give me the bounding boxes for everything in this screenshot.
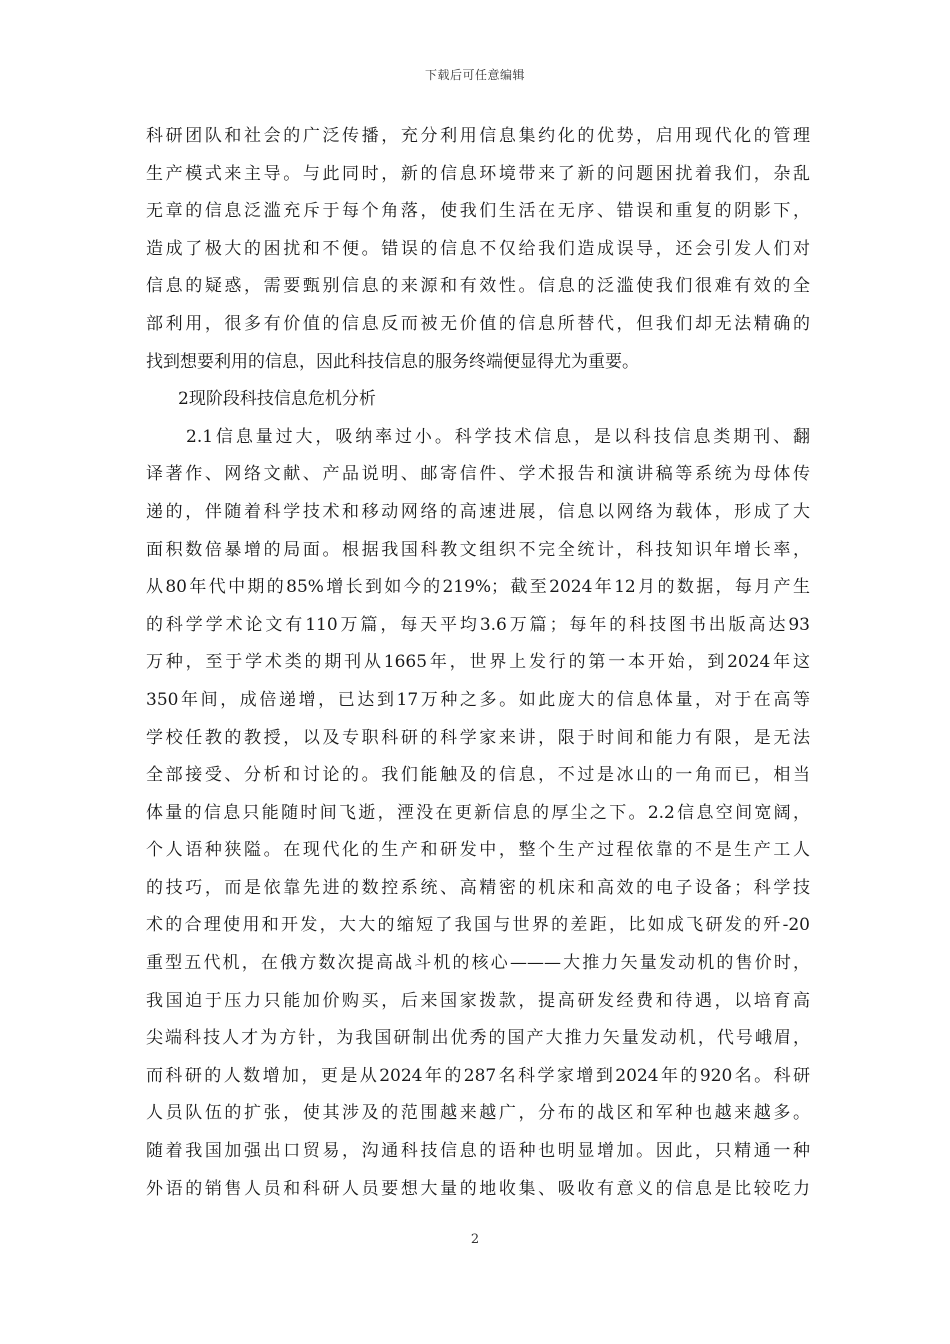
text-line: 找到想要利用的信息，因此科技信息的服务终端便显得尤为重要。 xyxy=(146,351,639,372)
text-line: 尖端科技人才为方针，为我国研制出优秀的国产大推力矢量发动机，代号峨眉， xyxy=(146,1028,810,1049)
document-body xyxy=(146,118,810,1208)
text-line: 译著作、网络文献、产品说明、邮寄信件、学术报告和演讲稿等系统为母体传 xyxy=(146,464,810,485)
text-line: 我国迫于压力只能加价购买，后来国家拨款，提高研发经费和待遇，以培育高 xyxy=(146,990,810,1011)
section-heading: 2现阶段科技信息危机分析 xyxy=(178,389,376,410)
text-line: 信息的疑惑，需要甄别信息的来源和有效性。信息的泛滥使我们很难有效的全 xyxy=(146,276,810,297)
text-line: 人员队伍的扩张，使其涉及的范围越来越广，分布的战区和军种也越来越多。 xyxy=(146,1103,810,1124)
text-line: 从80年代中期的85%增长到如今的219%；截至2024年12月的数据，每月产生 xyxy=(146,577,810,598)
text-line: 外语的销售人员和科研人员要想大量的地收集、吸收有意义的信息是比较吃力 xyxy=(146,1178,810,1199)
text-line: 2.1信息量过大，吸纳率过小。科学技术信息，是以科技信息类期刊、翻 xyxy=(186,426,810,447)
text-line: 万种，至于学术类的期刊从1665年，世界上发行的第一本开始，到2024年这 xyxy=(146,652,810,673)
paragraph-1 xyxy=(146,118,810,381)
page-header: 下载后可任意编辑 xyxy=(424,68,525,82)
text-line: 随着我国加强出口贸易，沟通科技信息的语种也明显增加。因此，只精通一种 xyxy=(146,1141,810,1162)
text-line: 350年间，成倍递增，已达到17万种之多。如此庞大的信息体量，对于在高等 xyxy=(146,689,810,710)
text-line: 而科研的人数增加，更是从2024年的287名科学家增到2024年的920名。科研 xyxy=(146,1065,810,1086)
text-line: 科研团队和社会的广泛传播，充分利用信息集约化的优势，启用现代化的管理 xyxy=(146,126,810,146)
text-line: 的科学学术论文有110万篇，每天平均3.6万篇；每年的科技图书出版高达93 xyxy=(146,614,810,635)
text-line: 递的，伴随着科学技术和移动网络的高速进展，信息以网络为载体，形成了大 xyxy=(146,501,810,522)
text-line: 面积数倍暴增的局面。根据我国科教文组织不完全统计，科技知识年增长率， xyxy=(146,539,810,560)
text-line: 学校任教的教授，以及专职科研的科学家来讲，限于时间和能力有限，是无法 xyxy=(146,727,810,748)
text-line: 重型五代机，在俄方数次提高战斗机的核心———大推力矢量发动机的售价时， xyxy=(146,953,810,974)
text-line: 生产模式来主导。与此同时，新的信息环境带来了新的问题困扰着我们，杂乱 xyxy=(146,163,810,184)
text-line: 部利用，很多有价值的信息反而被无价值的信息所替代，但我们却无法精确的 xyxy=(146,313,810,334)
text-line: 无章的信息泛滥充斥于每个角落，使我们生活在无序、错误和重复的阴影下， xyxy=(146,201,810,222)
page-number: 2 xyxy=(470,1232,480,1247)
text-line: 术的合理使用和开发，大大的缩短了我国与世界的差距，比如成飞研发的歼-20 xyxy=(146,915,810,936)
text-line: 全部接受、分析和讨论的。我们能触及的信息，不过是冰山的一角而已，相当 xyxy=(146,765,810,786)
text-line: 的技巧，而是依靠先进的数控系统、高精密的机床和高效的电子设备；科学技 xyxy=(146,877,810,898)
paragraph-2 xyxy=(146,419,810,1208)
text-line: 体量的信息只能随时间飞逝，湮没在更新信息的厚尘之下。2.2信息空间宽阔， xyxy=(146,802,810,823)
text-line: 个人语种狭隘。在现代化的生产和研发中，整个生产过程依靠的不是生产工人 xyxy=(146,840,810,861)
text-line: 造成了极大的困扰和不便。错误的信息不仅给我们造成误导，还会引发人们对 xyxy=(146,238,810,259)
